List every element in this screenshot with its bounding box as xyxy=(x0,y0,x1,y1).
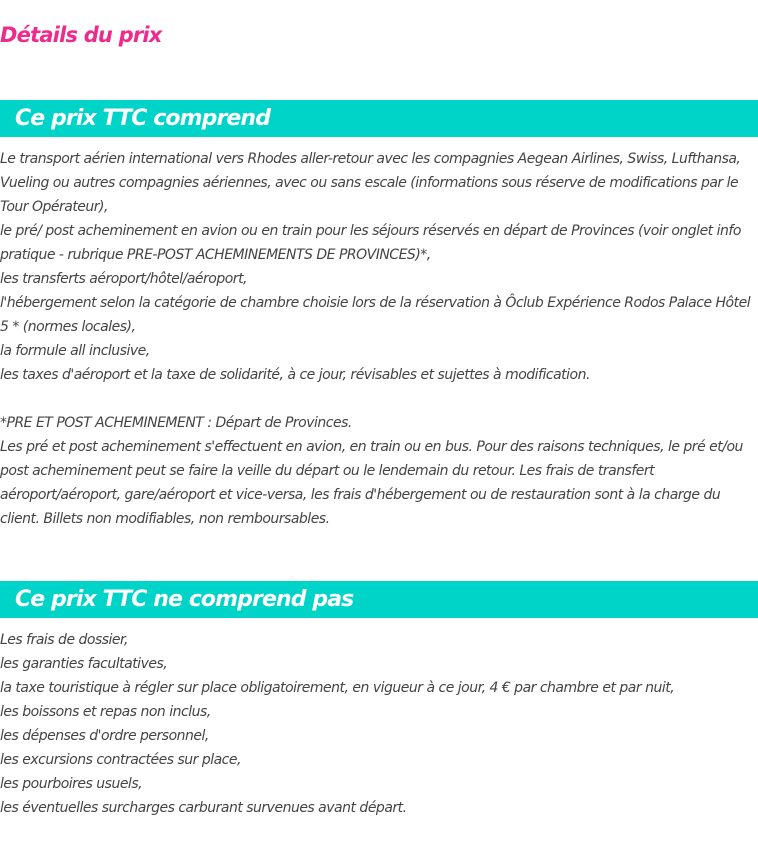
not-included-item: les garanties facultatives, xyxy=(0,656,168,672)
not-included-item: les éventuelles surcharges carburant survenues avant départ. xyxy=(0,800,407,816)
page-title: Détails du prix xyxy=(0,23,162,47)
spacer xyxy=(0,387,758,411)
included-item: les transferts aéroport/hôtel/aéroport, xyxy=(0,271,248,287)
included-item: le pré/ post acheminement en avion ou en train pour les séjours réservés en départ de Provinces (voir onglet info pratique - rubrique PRE-POST ACHEMINEMENTS DE PROVINCES)*, xyxy=(0,223,741,263)
not-included-item: les dépenses d'ordre personnel, xyxy=(0,728,209,744)
not-included-list xyxy=(0,628,758,820)
included-item: la formule all inclusive, xyxy=(0,343,150,359)
included-list xyxy=(0,147,758,531)
note-title: *PRE ET POST ACHEMINEMENT : Départ de Provinces. xyxy=(0,415,352,431)
section-header-included: Ce prix TTC comprend xyxy=(0,100,758,137)
included-item: l'hébergement selon la catégorie de chambre choisie lors de la réservation à Ôclub Expérience Rodos Palace Hôtel 5 * (normes locales), xyxy=(0,295,751,335)
note-body: Les pré et post acheminement s'effectuent en avion, en train ou en bus. Pour des raisons techniques, le pré et/ou post acheminement peut se faire la veille du départ ou le lendemain du retour. Les frais de transfert aéroport/aéroport, gare/aéroport et vice-versa, les frais d'hébergement ou de restauration sont à la charge du client. Billets non modifiables, non remboursables. xyxy=(0,439,743,527)
included-item: Le transport aérien international vers Rhodes aller-retour avec les compagnies Aegean Airlines, Swiss, Lufthansa, Vueling ou autres compagnies aériennes, avec ou sans escale (informations sous réserve de modifications par le Tour Opérateur), xyxy=(0,151,741,215)
not-included-item: la taxe touristique à régler sur place obligatoirement, en vigueur à ce jour, 4 € par chambre et par nuit, xyxy=(0,680,675,696)
not-included-item: les excursions contractées sur place, xyxy=(0,752,241,768)
included-item: les taxes d'aéroport et la taxe de solidarité, à ce jour, révisables et sujettes à modification. xyxy=(0,367,590,383)
not-included-item: les pourboires usuels, xyxy=(0,776,143,792)
not-included-item: Les frais de dossier, xyxy=(0,632,128,648)
section-header-not-included: Ce prix TTC ne comprend pas xyxy=(0,581,758,618)
not-included-item: les boissons et repas non inclus, xyxy=(0,704,211,720)
